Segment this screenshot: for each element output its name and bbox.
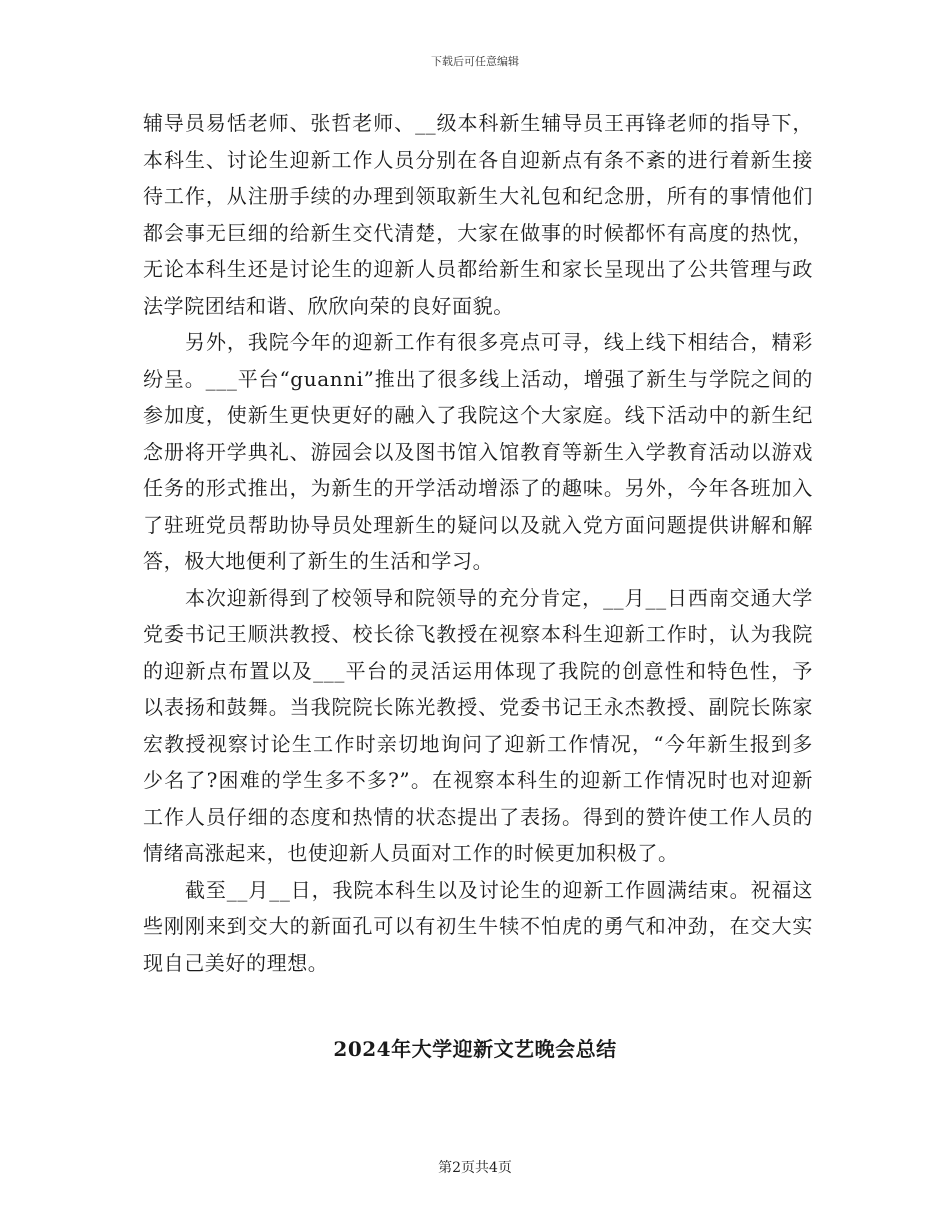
paragraph-continuation: 辅导员易恬老师、张哲老师、__级本科新生辅导员王再锋老师的指导下，本科生、讨论生迎新工作人员分别在各自迎新点有条不紊的进行着新生接待工作，从注册手续的办理到领取新生大礼包和纪念册，所有的事情他们都会事无巨细的给新生交代清楚，大家在做事的时候都怀有高度的热忱，无论本科生还是讨论生的迎新人员都给新生和家长呈现出了公共管理与政法学院团结和谐、欣欣向荣的良好面貌。 — [143, 111, 813, 318]
document-body — [143, 105, 813, 981]
page-header-note: 下载后可任意编辑 — [431, 55, 519, 68]
paragraph-conclusion: 截至__月__日，我院本科生以及讨论生的迎新工作圆满结束。祝福这些刚刚来到交大的新面孔可以有初生牛犊不怕虎的勇气和冲劲，在交大实现自己美好的理想。 — [143, 877, 813, 975]
page-number: 第2页共4页 — [438, 1160, 512, 1176]
paragraph-highlights: 另外，我院今年的迎新工作有很多亮点可寻，线上线下相结合，精彩纷呈。___平台“guanni”推出了很多线上活动，增强了新生与学院之间的参加度，使新生更快更好的融入了我院这个大家庭。线下活动中的新生纪念册将开学典礼、游园会以及图书馆入馆教育等新生入学教育活动以游戏任务的形式推出，为新生的开学活动增添了的趣味。另外，今年各班加入了驻班党员帮助协导员处理新生的疑问以及就入党方面问题提供讲解和解答，极大地便利了新生的生活和学习。 — [143, 330, 813, 573]
section-title: 2024年大学迎新文艺晚会总结 — [333, 1037, 617, 1061]
paragraph-leadership-visit: 本次迎新得到了校领导和院领导的充分肯定，__月__日西南交通大学党委书记王顺洪教授、校长徐飞教授在视察本科生迎新工作时，认为我院的迎新点布置以及___平台的灵活运用体现了我院的创意性和特色性，予以表扬和鼓舞。当我院院长陈光教授、党委书记王永杰教授、副院长陈家宏教授视察讨论生工作时亲切地询问了迎新工作情况，“今年新生报到多少名了?困难的学生多不多?”。在视察本科生的迎新工作情况时也对迎新工作人员仔细的态度和热情的状态提出了表扬。得到的赞许使工作人员的情绪高涨起来，也使迎新人员面对工作的时候更加积极了。 — [143, 585, 813, 865]
